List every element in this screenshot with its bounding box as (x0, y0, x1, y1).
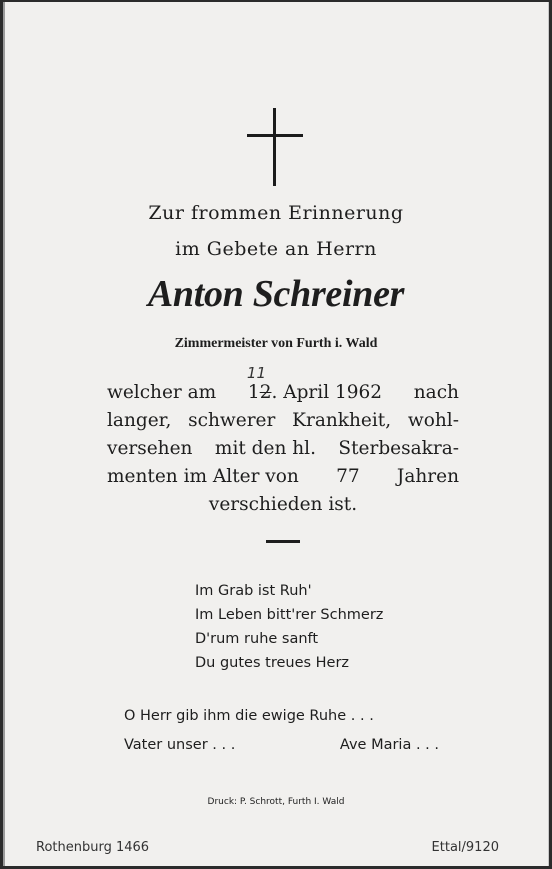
announcement-word: schwerer (188, 410, 276, 431)
poem (195, 579, 383, 675)
announcement-text (107, 364, 459, 519)
announcement-word: Jahren (396, 466, 459, 487)
deceased-name: Anton Schreiner (147, 273, 405, 315)
poem-line: Im Grab ist Ruh' (195, 583, 312, 599)
announcement-word: menten im Alter von (107, 466, 299, 487)
cross-vertical-bar (273, 108, 276, 186)
announcement-word: Krankheit, (292, 410, 392, 431)
announcement-word: Sterbesakra- (338, 438, 459, 459)
death-day-struck: 2 (259, 382, 272, 403)
footer-right-mark: Ettal/9120 (431, 840, 499, 855)
age-value: 77 (336, 466, 360, 487)
poem-line: Du gutes treues Herz (195, 655, 350, 671)
announcement-word: langer, (107, 410, 172, 431)
announcement-line (107, 491, 459, 519)
announcement-line (107, 463, 459, 491)
printer-credit: Druck: P. Schrott, Furth I. Wald (207, 797, 345, 807)
death-month-year: . April 1962 (271, 382, 383, 403)
announcement-word: mit den hl. (214, 438, 316, 459)
prayer-hail-mary: Ave Maria . . . (339, 737, 439, 753)
announcement-word: wohl- (407, 410, 459, 431)
death-date (246, 364, 383, 407)
cross-horizontal-bar (247, 134, 303, 137)
death-day (246, 364, 272, 407)
announcement-line (107, 364, 459, 407)
heading-line-1: Zur frommen Erinnerung (148, 202, 404, 224)
occupation: Zimmermeister von Furth i. Wald (174, 336, 378, 351)
cross-icon (247, 108, 303, 186)
announcement-word: verschieden ist. (208, 494, 358, 515)
announcement-word: welcher am (107, 382, 217, 403)
prayer-our-father: Vater unser . . . (124, 737, 236, 753)
announcement-line (107, 435, 459, 463)
prayer-line-2 (124, 737, 439, 753)
announcement-line (107, 407, 459, 435)
prayer-line-1: O Herr gib ihm die ewige Ruhe . . . (124, 708, 374, 724)
divider (266, 540, 300, 543)
announcement-word: versehen (107, 438, 193, 459)
handwritten-correction: 11 (246, 364, 266, 382)
death-day-prefix: 1 (247, 382, 260, 403)
footer-left-mark: Rothenburg 1466 (36, 840, 150, 855)
poem-line: D'rum ruhe sanft (195, 631, 319, 647)
poem-line: Im Leben bitt'rer Schmerz (195, 607, 384, 623)
heading-line-2: im Gebete an Herrn (175, 238, 377, 260)
memorial-card (3, 2, 549, 866)
announcement-word: nach (413, 382, 459, 403)
